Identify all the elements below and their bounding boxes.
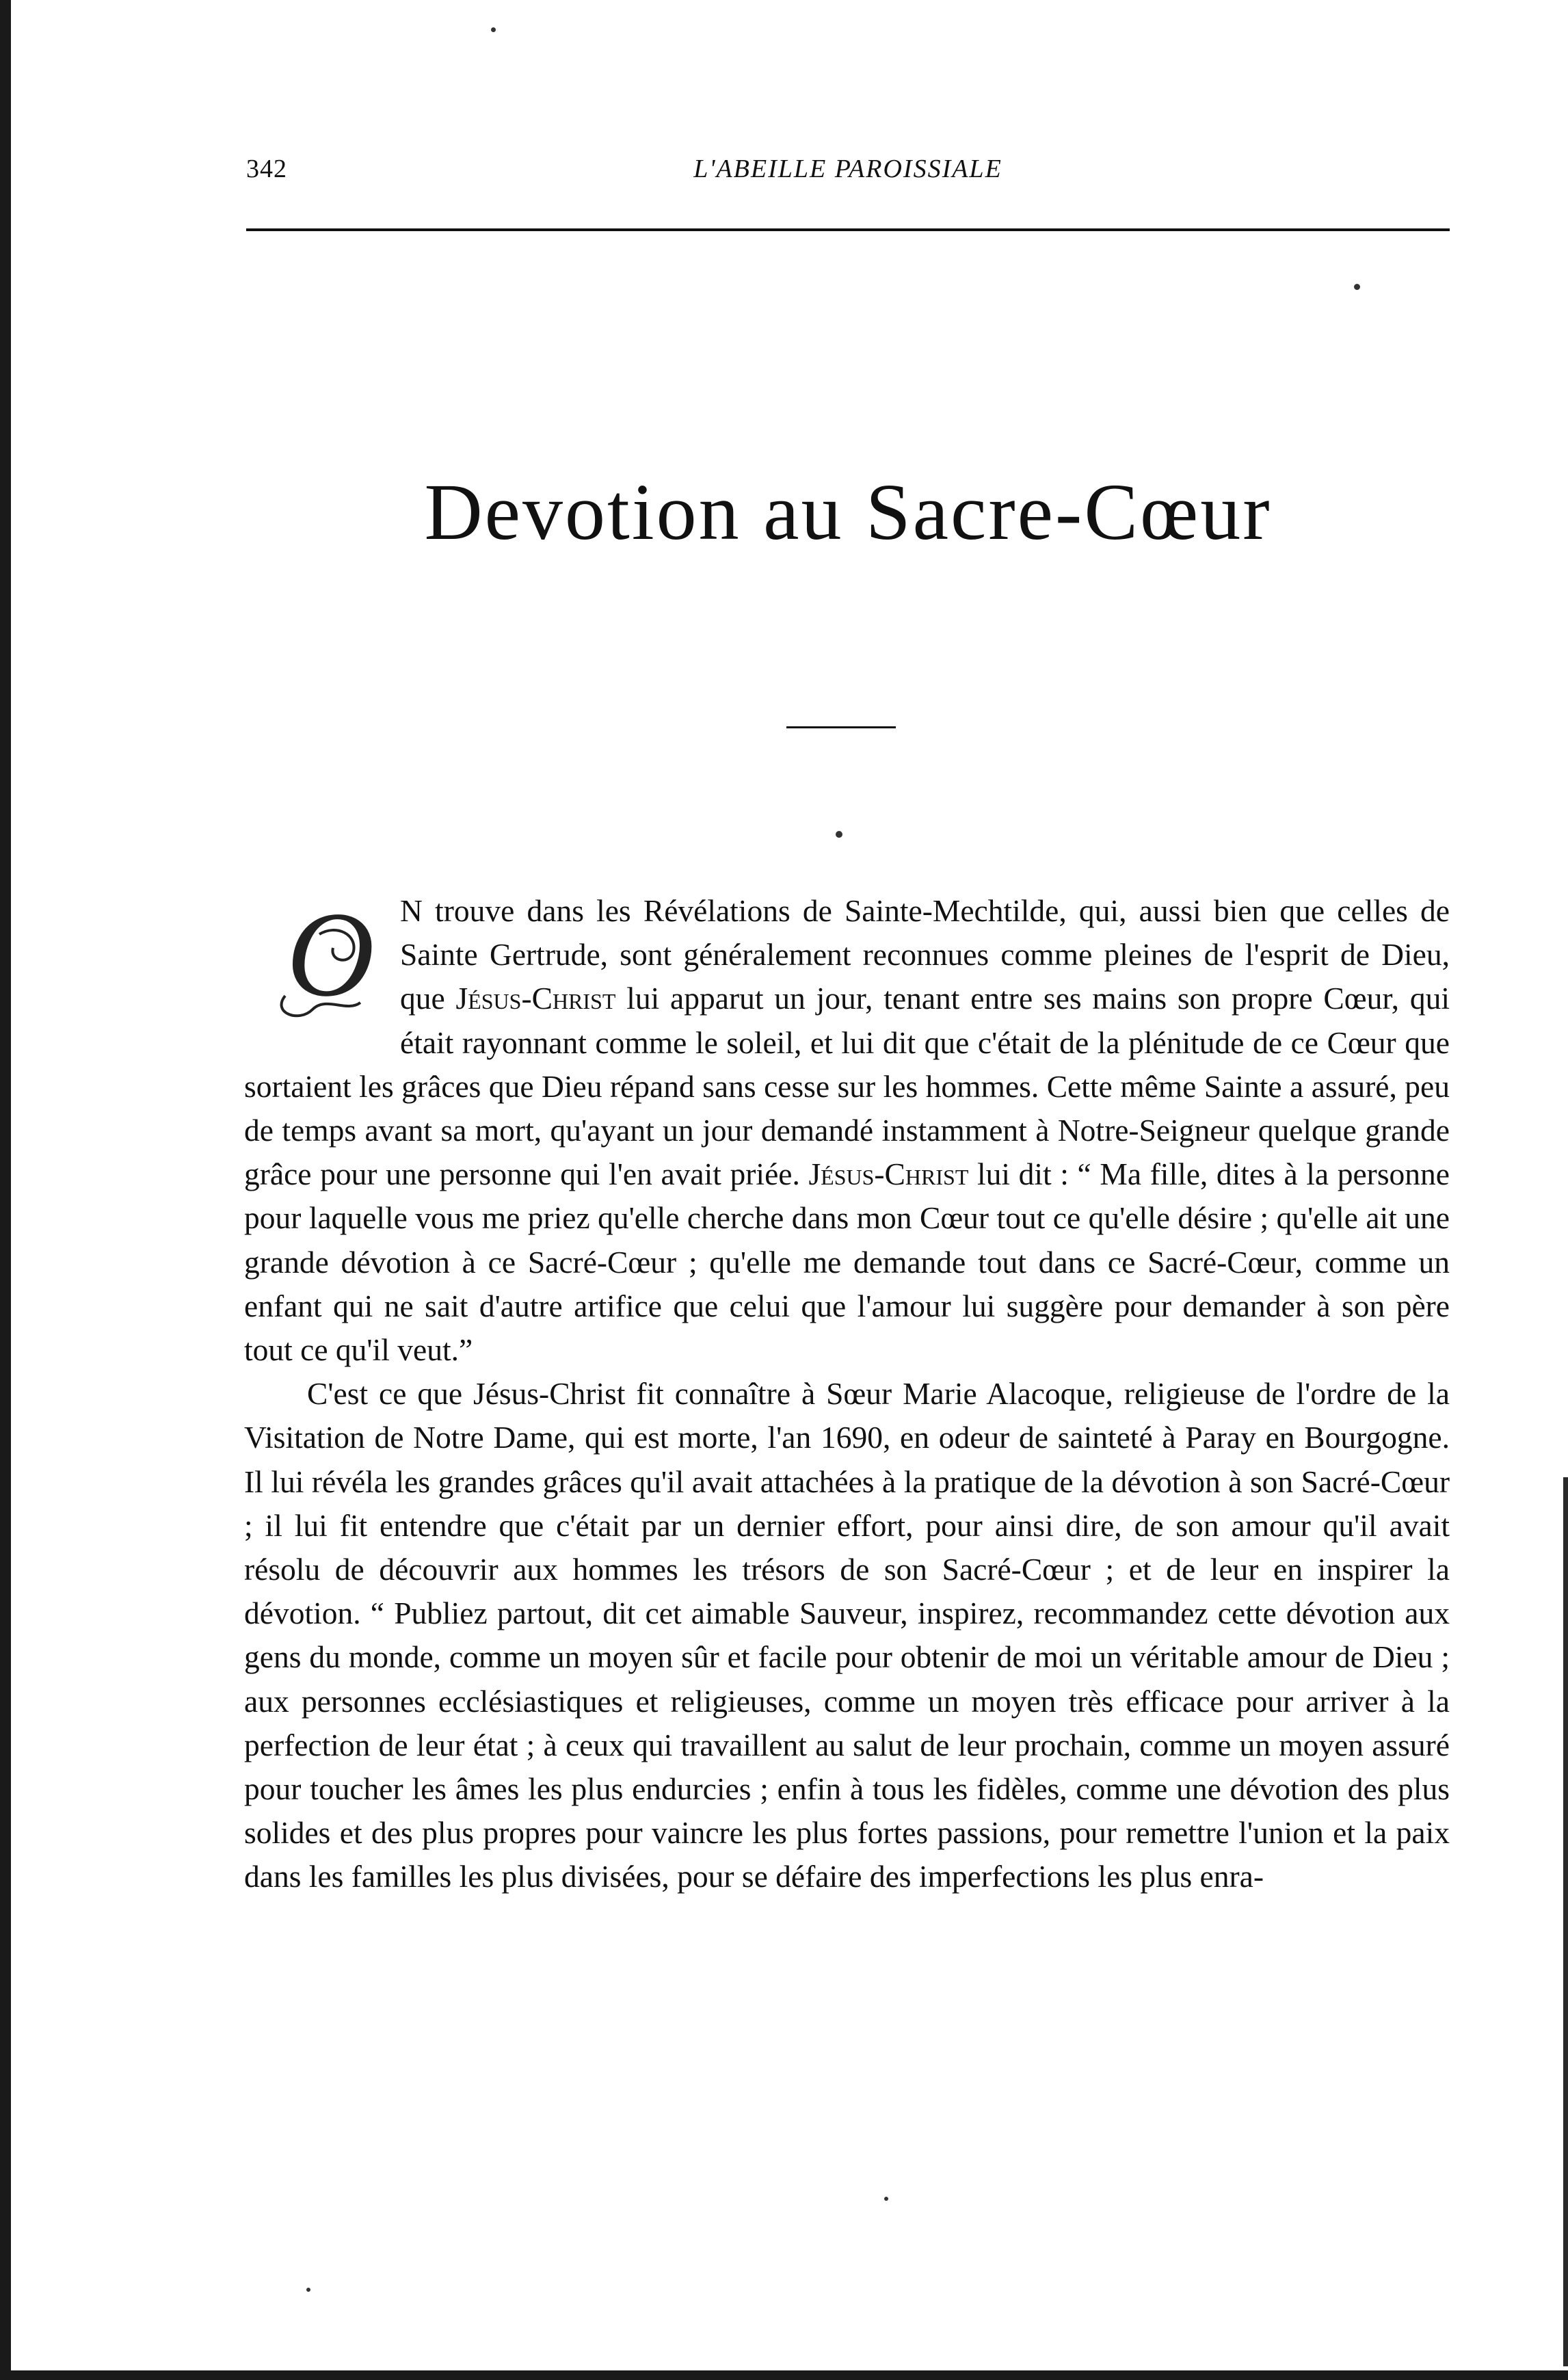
header-rule — [246, 228, 1450, 231]
scan-right-border — [1563, 1477, 1568, 2366]
name-jesus-christ: Jésus-Christ — [455, 981, 616, 1016]
paragraph-1 — [244, 886, 1450, 1372]
paragraph-2: C'est ce que Jésus-Christ fit connaître à Sœur Marie Alacoque, religieuse de l'ordre de la Visitation de Notre Dame, qui est morte, l'an 1690, en odeur de sainteté à Paray en Bourgogne. Il lui révéla les grandes grâces qu'il avait attachées à la pratique de la dévotion à son Sacré-Cœur ; il lui fit entendre que c'était par un dernier effort, pour ainsi dire, de son amour qu'il avait résolu de découvrir aux hommes les trésors de son Sacré-Cœur ; et de leur en inspirer la dévotion. “ Publiez partout, dit cet aimable Sauveur, inspirez, recommandez cette dévotion aux gens du monde, comme un moyen sûr et facile pour obtenir de moi un véritable amour de Dieu ; aux personnes ecclésiastiques et religieuses, comme un moyen très efficace pour arriver à la perfection de leur état ; à ceux qui travaillent au salut de leur prochain, comme un moyen assuré pour toucher les âmes les plus endurcies ; enfin à tous les fidèles, comme une dévotion des plus solides et des plus propres pour vaincre les plus fortes passions, pour remettre l'union et la paix dans les familles les plus divisées, pour se défaire des imperfections les plus enra- — [244, 1376, 1450, 1894]
scan-speck — [1354, 284, 1360, 290]
scan-speck — [306, 2288, 310, 2292]
page-header — [246, 154, 1450, 195]
page-number: 342 — [246, 155, 287, 183]
scan-bottom-border — [0, 2370, 1568, 2380]
scan-speck — [884, 2197, 888, 2201]
article-title: Devotion au Sacre-Cœur — [424, 467, 1272, 557]
name-jesus-christ: Jésus-Christ — [808, 1156, 969, 1192]
paragraph-1-text-a: N trouve dans les Révélations de Sainte-Mechtilde, qui, aussi bien que celles de Sainte Gertrude, sont généralement reconnues comme pleines de l'esprit de Dieu, que — [400, 893, 1450, 1016]
scan-speck — [491, 27, 496, 32]
dropcap-letter: O — [287, 886, 375, 1022]
ornamental-initial — [244, 886, 388, 1030]
article-body — [244, 886, 1450, 1899]
paragraph-1-text-b: lui apparut un jour, tenant entre ses mains son propre Cœur, qui était rayonnant comme le soleil, et lui dit que c'était de la plénitude de ce Cœur que sortaient les grâces que Dieu répand sans cesse sur les hommes. Cette même Sainte a assuré, peu de temps avant sa mort, qu'ayant un jour demandé instamment à Notre-Seigneur quelque grande grâce pour une personne qui l'en avait priée. — [244, 981, 1450, 1192]
scan-left-border — [0, 0, 11, 2380]
running-head: L'ABEILLE PAROISSIALE — [693, 155, 1002, 183]
scan-speck — [836, 831, 842, 838]
paragraph-1-text-c: lui dit : “ Ma fille, dites à la personne pour laquelle vous me priez qu'elle cherche dans mon Cœur tout ce qu'elle désire ; qu'elle ait une grande dévotion à ce Sacré-Cœur ; qu'elle me demande tout dans ce Sacré-Cœur, comme un enfant qui ne sait d'autre artifice que celui que l'amour lui suggère pour demander à son père tout ce qu'il veut.” — [244, 1156, 1450, 1368]
title-rule — [786, 726, 896, 728]
